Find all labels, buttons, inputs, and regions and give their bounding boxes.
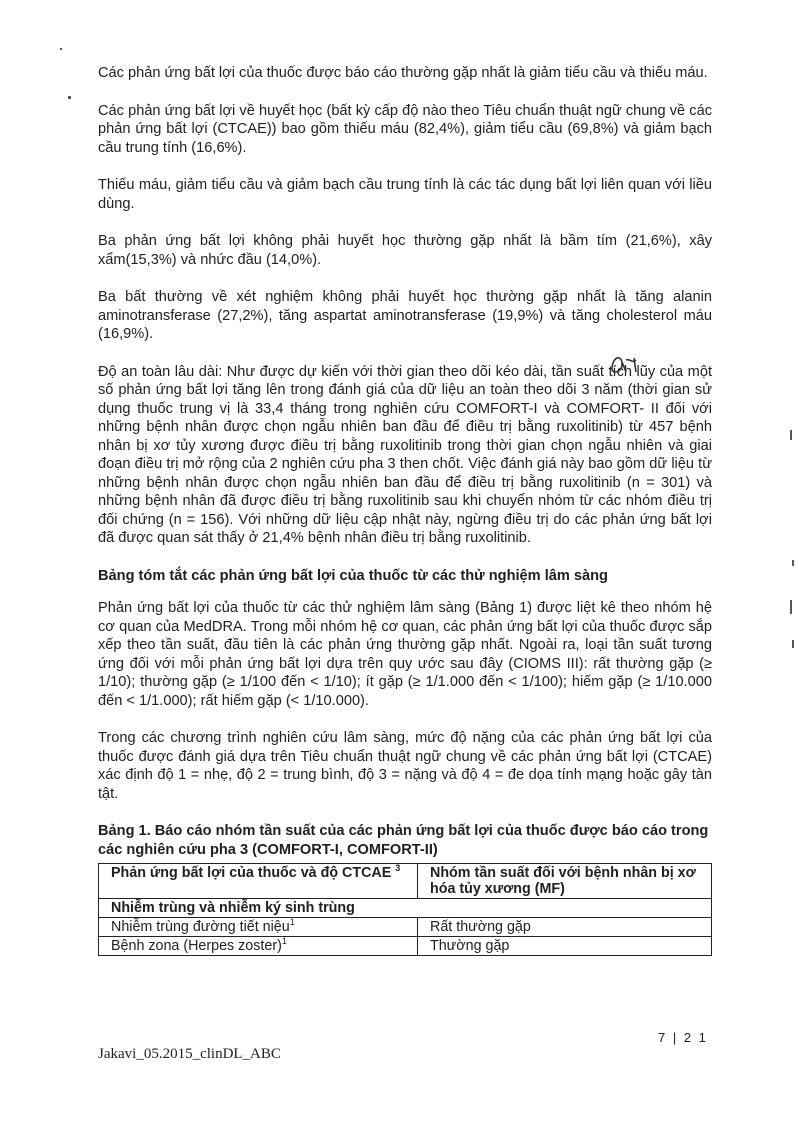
table-cell-frequency: Thường gặp [418,937,712,956]
table-cell-reaction [99,937,418,956]
paragraph-common-adverse-reactions: Các phản ứng bất lợi của thuốc được báo cáo thường gặp nhất là giảm tiểu cầu và thiếu máu. [98,65,708,81]
scan-mark [792,560,794,566]
footnote-marker: 3 [395,863,401,874]
document-id: Jakavi_05.2015_clinDL_ABC [98,1046,281,1062]
table-cell-reaction [99,918,418,937]
scan-mark [792,640,794,648]
table-row [99,918,712,937]
paragraph-long-term-safety: Độ an toàn lâu dài: Như được dự kiến với thời gian theo dõi kéo dài, tần suất tích lũy của một số phản ứng bất lợi tăng lên trong đánh giá của dữ liệu an toàn theo dõi 3 năm (thời gian sử dụng thuốc trung vị là 33,4 tháng trong nghiên cứu COMFORT-I và COMFORT- II đối với những bệnh nhân được chọn ngẫu nhiên ban đầu để điều trị bằng ruxolitinib) từ 457 bệnh nhân bị xơ tủy xương được điều trị bằng ruxolitinib trong thời gian chọn ngẫu nhiên và giai đoạn điều trị mở rộng của 2 nghiên cứu pha 3 then chốt. Việc đánh giá này bao gồm dữ liệu từ những bệnh nhân được chọn ngẫu nhiên ban đầu để điều trị bằng ruxolitinib (n = 301) và những bệnh nhân đã được điều trị bằng ruxolitinib sau khi chuyển nhóm từ các nhóm điều trị đối chứng (n = 156). Với những dữ liệu cập nhật này, ngừng điều trị do các phản ứng bất lợi đã được quan sát thấy ở 21,4% bệnh nhân điều trị bằng ruxolitinib. [98,363,712,546]
header-reaction-label: Phản ứng bất lợi của thuốc và độ CTCAE [111,865,392,881]
table-header-reaction [99,864,418,899]
table-header-row [99,864,712,899]
page-number: 7 | 2 1 [658,1030,708,1045]
scan-mark [68,96,71,99]
paragraph-dose-related-effects: Thiếu máu, giảm tiểu cầu và giảm bạch cầu trung tính là các tác dụng bất lợi liên quan với liều dùng. [98,177,712,212]
footnote-marker: 1 [281,936,287,947]
group-infections: Nhiễm trùng và nhiễm ký sinh trùng [99,899,712,918]
section-heading: Bảng tóm tắt các phản ứng bất lợi của thuốc từ các thử nghiệm lâm sàng [98,567,608,584]
table-row [99,937,712,956]
reaction-name: Bệnh zona (Herpes zoster) [111,938,282,954]
scan-mark [60,48,62,50]
paragraph-non-hematologic-reactions: Ba phản ứng bất lợi không phải huyết học thường gặp nhất là bầm tím (21,6%), xây xẩm(15,3%) và nhức đầu (14,0%). [98,233,712,268]
paragraph-ctcae-grading: Trong các chương trình nghiên cứu lâm sàng, mức độ nặng của các phản ứng bất lợi của thuốc được đánh giá dựa trên Tiêu chuẩn thuật ngữ chung về các phản ứng bất lợi (CTCAE) xác định độ 1 = nhẹ, độ 2 = trung bình, độ 3 = nặng và độ 4 = đe dọa tính mạng hoặc gây tàn tật. [98,730,712,802]
paragraph-hematologic-reactions: Các phản ứng bất lợi về huyết học (bất kỳ cấp độ nào theo Tiêu chuẩn thuật ngữ chung về các phản ứng bất lợi (CTCAE)) bao gồm thiếu máu (82,4%), giảm tiểu cầu (69,8%) và giảm bạch cầu trung tính (16,6%). [98,102,712,156]
document-body [98,64,712,956]
paragraph-lab-abnormalities: Ba bất thường về xét nghiệm không phải huyết học thường gặp nhất là tăng alanin aminotransferase (27,2%), tăng aspartat aminotransferase (19,9%) và tăng cholesterol máu (16,9%). [98,289,712,342]
reaction-name: Nhiễm trùng đường tiết niệu [111,919,290,935]
scan-mark [790,430,792,440]
table-cell-frequency: Rất thường gặp [418,918,712,937]
scan-mark [790,600,792,614]
handwritten-initials [608,350,644,378]
table-header-frequency: Nhóm tần suất đối với bệnh nhân bị xơ hóa tủy xương (MF) [418,864,712,899]
table-group-row [99,899,712,918]
paragraph-meddra-classification: Phản ứng bất lợi của thuốc từ các thử nghiệm lâm sàng (Bảng 1) được liệt kê theo nhóm hệ cơ quan của MedDRA. Trong mỗi nhóm hệ cơ quan, các phản ứng bất lợi của thuốc được sắp xếp theo tần suất, đầu tiên là các phản ứng thường gặp nhất. Ngoài ra, loại tần suất tương ứng đối với mỗi phản ứng bất lợi dựa trên quy ước sau đây (CIOMS III): rất thường gặp (≥ 1/10); thường gặp (≥ 1/100 đến < 1/10); ít gặp (≥ 1/1.000 đến < 1/100); hiếm gặp (≥ 1/10.000 đến < 1/1.000); rất hiếm gặp (< 1/10.000). [98,600,712,709]
adverse-reactions-table [98,863,712,956]
table-caption: Bảng 1. Báo cáo nhóm tần suất của các phản ứng bất lợi của thuốc được báo cáo trong các nghiên cứu pha 3 (COMFORT-I, COMFORT-II) [98,823,709,858]
footnote-marker: 1 [289,917,295,928]
